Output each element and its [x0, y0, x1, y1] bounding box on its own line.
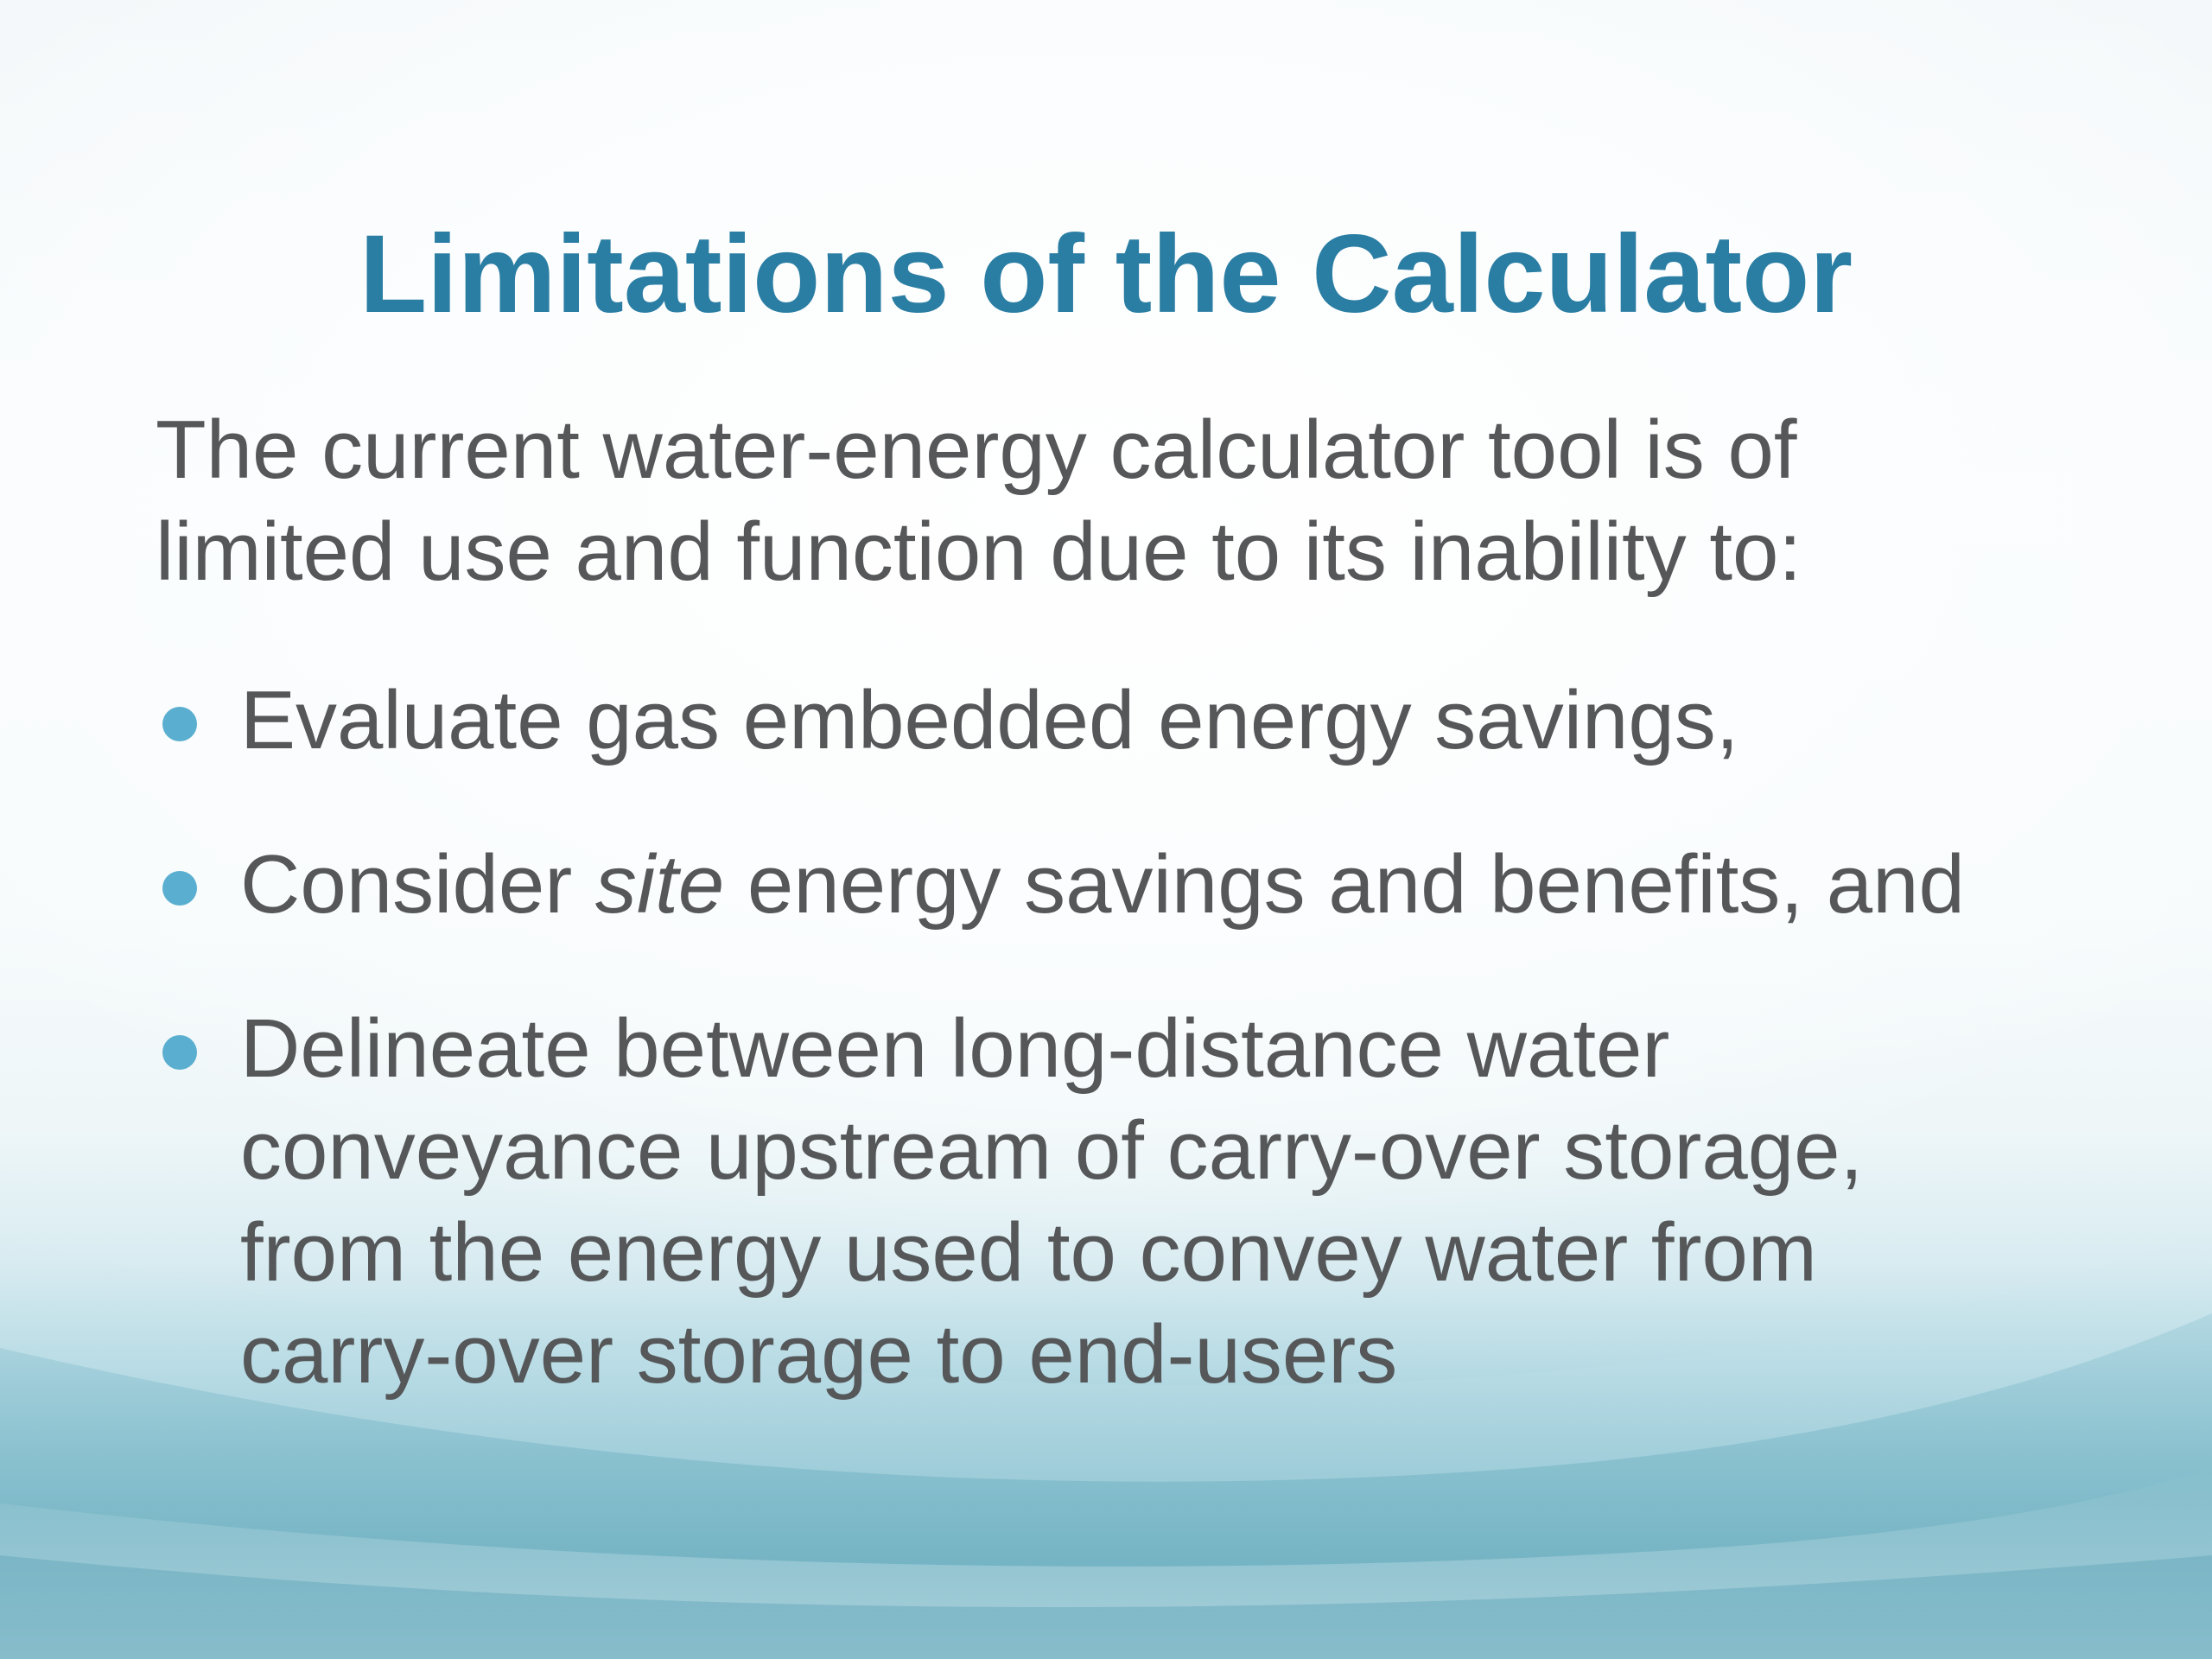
bullet-list	[156, 670, 2143, 1406]
slide-title: Limitations of the Calculator	[359, 213, 1853, 336]
bullet-line: from the energy used to convey water from	[240, 1206, 1817, 1299]
bullet-text-emphasis: site	[594, 838, 725, 931]
bullet-line: conveyance upstream of carry-over storage,	[240, 1104, 1864, 1197]
intro-line: The current water-energy calculator tool is of	[156, 404, 1797, 496]
bullet-text: Evaluate gas embedded energy savings,	[240, 674, 1739, 766]
bullet-text-before: Consider	[240, 838, 595, 931]
intro-line: limited use and function due to its inability to:	[156, 505, 1802, 598]
bullet-dot-icon	[162, 871, 197, 906]
bullet-dot-icon	[162, 1035, 197, 1070]
bullet-text	[240, 834, 2143, 936]
bullet-dot-icon	[162, 707, 197, 741]
bullet-item-delineate	[156, 998, 2143, 1406]
bullet-item-gas-savings	[156, 670, 2143, 772]
bullet-item-site-savings	[156, 834, 2143, 936]
bullet-line: carry-over storage to end-users	[240, 1308, 1398, 1401]
intro-paragraph	[156, 399, 2143, 603]
bullet-text-after: energy savings and benefits, and	[724, 838, 1965, 931]
bullet-line: Delineate between long-distance water	[240, 1002, 1670, 1095]
